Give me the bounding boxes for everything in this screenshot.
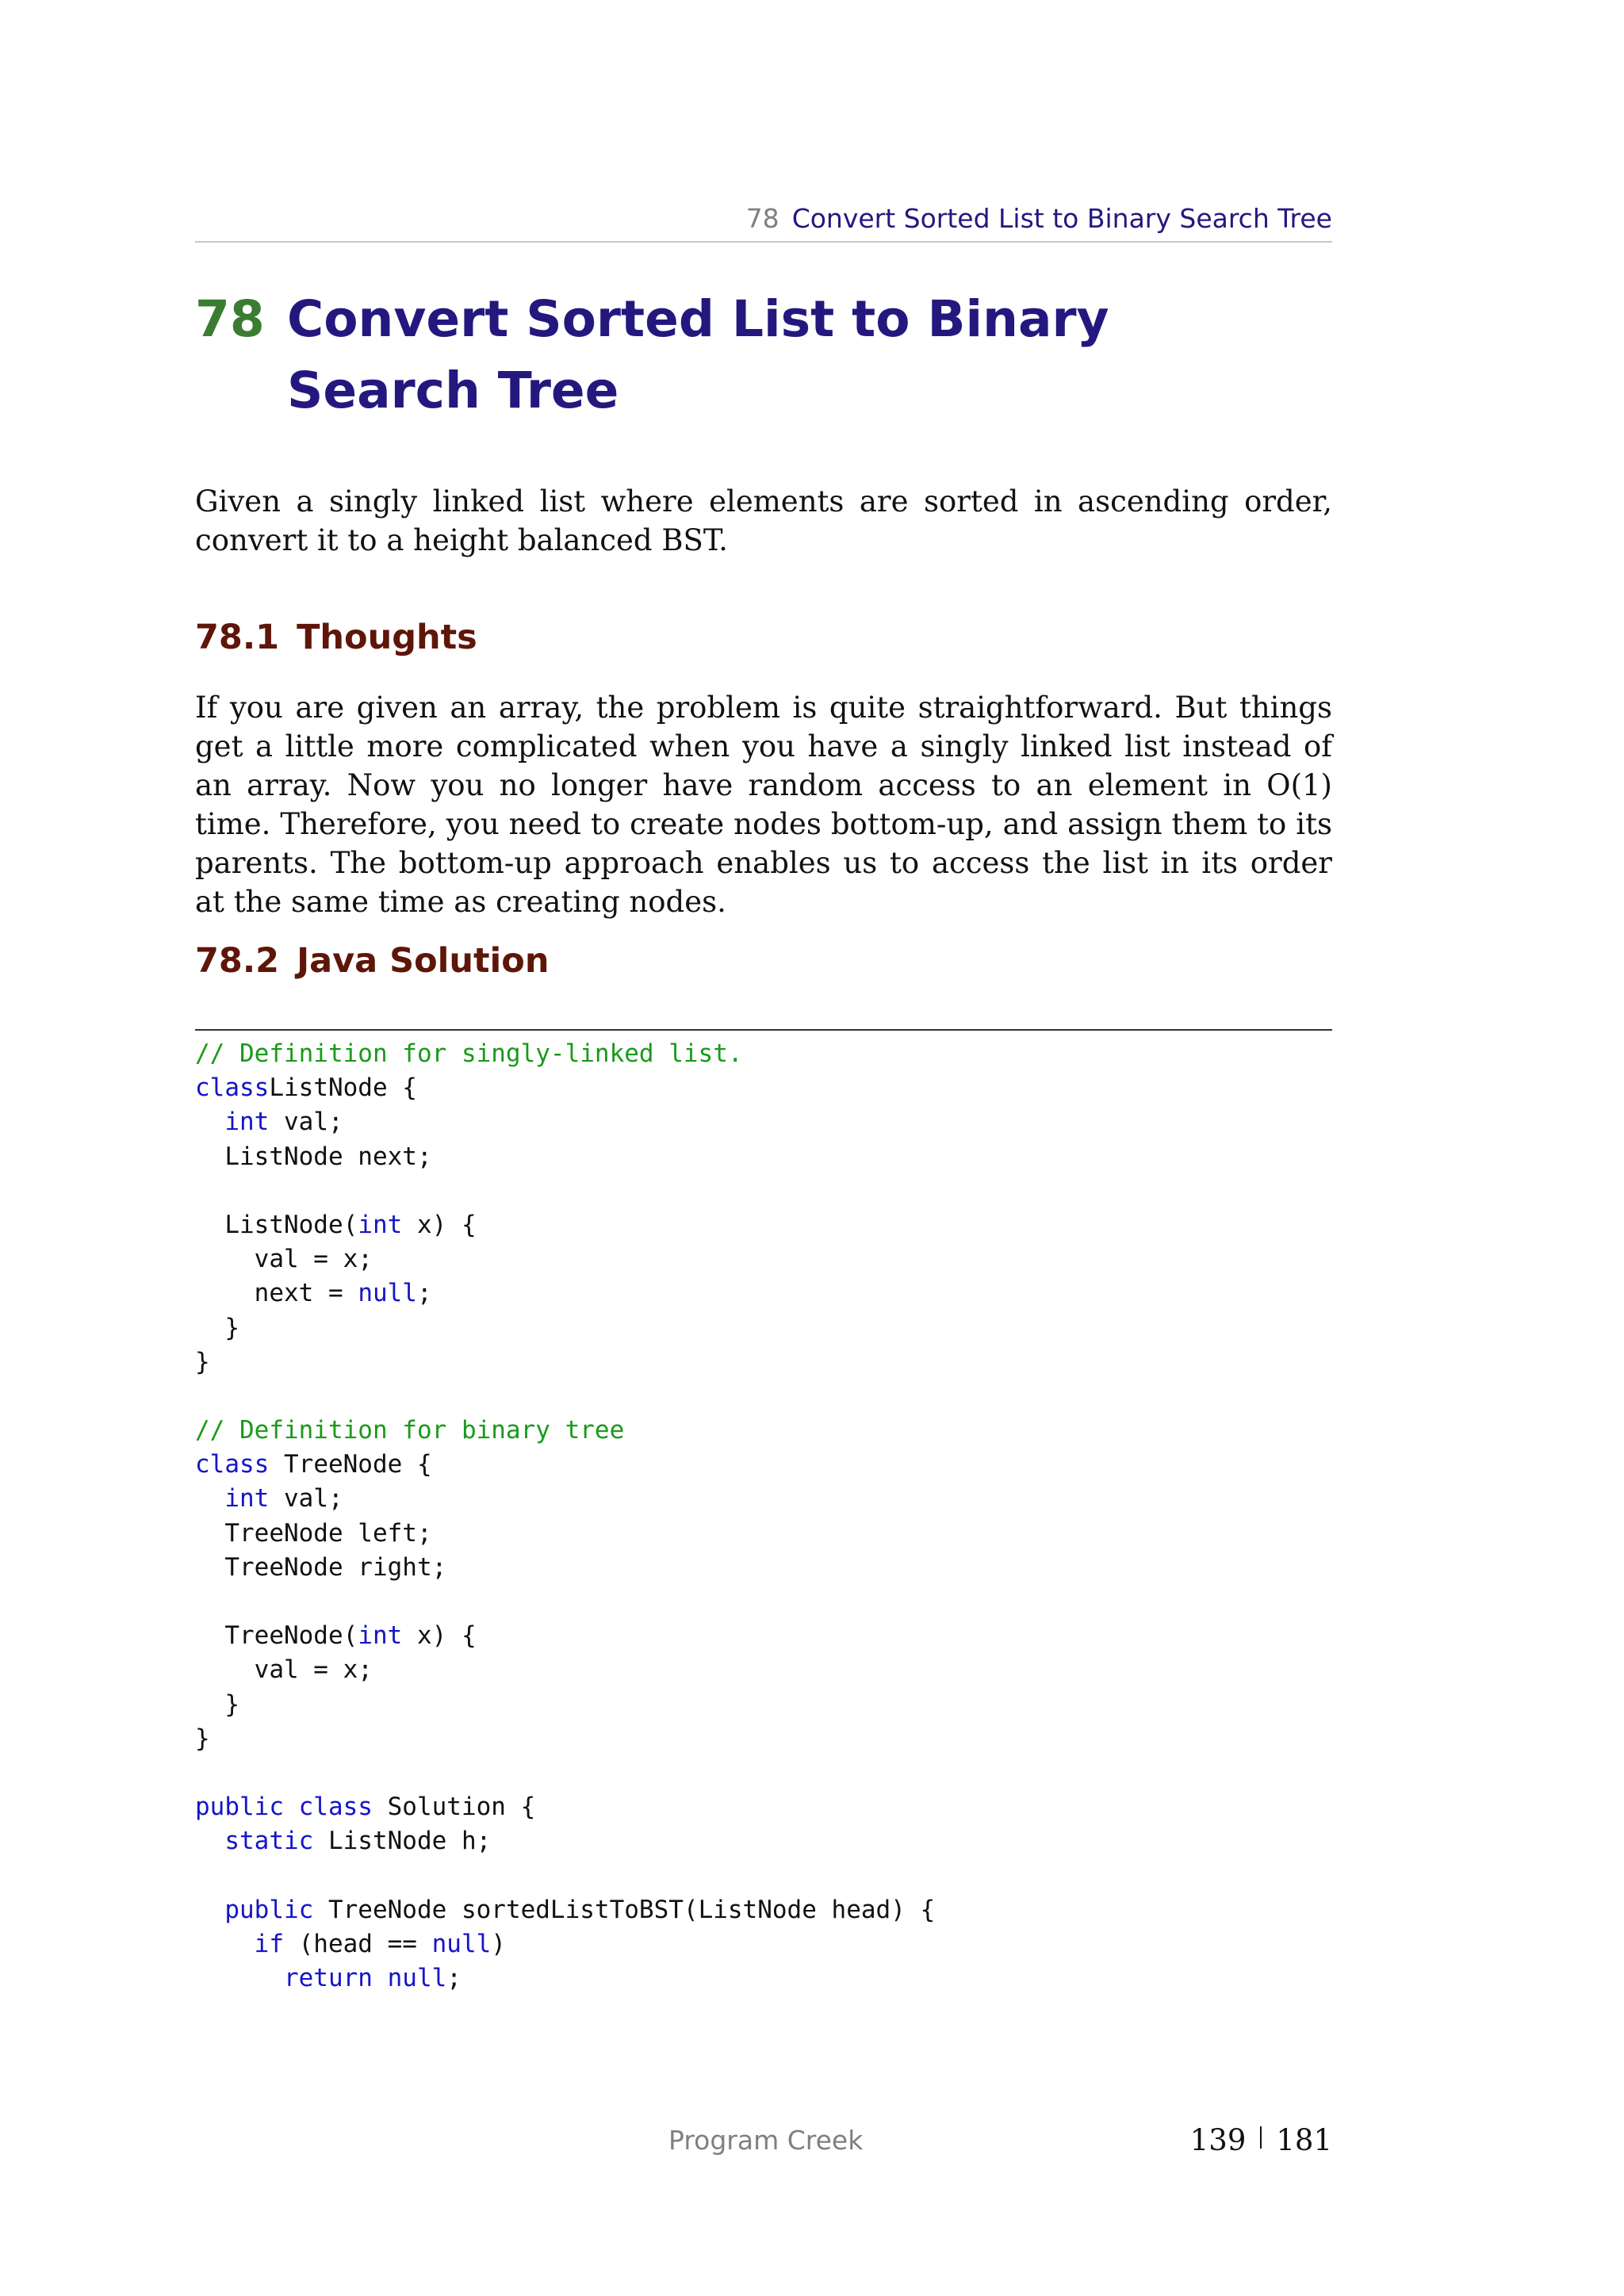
code-line [195, 1276, 935, 1311]
code-text: ; [446, 1964, 462, 1993]
chapter-heading [195, 284, 1332, 427]
thoughts-paragraph: If you are given an array, the problem is quite straightforward. But things get a little more complicated when you have a singly linked list instead of an array. Now you no longer have random access to an element in O(1) time. Therefore, you need to create nodes bottom-up, and assign them to its parents. The bottom-up approach enables us to access the list in its order at the same time as creating nodes. [195, 691, 1332, 919]
code-text: (head == [283, 1929, 432, 1958]
code-text [195, 1896, 224, 1924]
header-divider [195, 241, 1332, 243]
code-text: } [195, 1689, 239, 1719]
code-text: ) [491, 1929, 506, 1958]
code-text: TreeNode( [195, 1621, 358, 1651]
code-text [195, 1930, 255, 1958]
code-comment: // Definition for singly-linked list. [195, 1039, 743, 1068]
code-text: x) { [402, 1210, 477, 1239]
code-line [195, 1037, 935, 1071]
code-text: } [195, 1313, 239, 1342]
code-text: x) { [402, 1621, 477, 1651]
code-line [195, 1961, 935, 1996]
code-line [195, 1790, 935, 1824]
code-line [195, 1619, 935, 1653]
code-line [195, 1756, 935, 1790]
code-line [195, 1345, 935, 1380]
code-keyword: null [358, 1279, 417, 1308]
code-line [195, 1688, 935, 1722]
code-line [195, 1071, 935, 1105]
code-comment: // Definition for binary tree [195, 1416, 625, 1445]
section-number: 78.1 [195, 618, 280, 657]
code-line [195, 1105, 935, 1139]
footer-source: Program Creek [668, 2125, 864, 2156]
page-separator [1260, 2126, 1262, 2149]
code-keyword: return null [283, 1964, 447, 1993]
running-header [195, 203, 1332, 235]
code-keyword: int [358, 1210, 403, 1239]
code-text: ListNode h; [313, 1827, 492, 1856]
section-title: Thoughts [297, 618, 477, 657]
code-top-rule [195, 1029, 1332, 1031]
code-text: } [195, 1347, 210, 1376]
code-line [195, 1722, 935, 1756]
code-text: val; [269, 1484, 343, 1513]
code-keyword: null [431, 1929, 492, 1958]
code-text: } [195, 1724, 210, 1753]
code-listing [195, 1037, 935, 1996]
chapter-number: 78 [195, 290, 265, 348]
current-page: 139 [1189, 2123, 1247, 2157]
code-text: next = [195, 1279, 358, 1308]
code-text: val = x; [195, 1655, 373, 1685]
code-line [195, 1551, 935, 1585]
running-header-number: 78 [745, 203, 779, 234]
code-text: ListNode next; [195, 1142, 432, 1171]
code-keyword: int [224, 1108, 270, 1137]
section-heading-java-solution [195, 941, 549, 981]
code-line [195, 1585, 935, 1619]
intro-paragraph: Given a singly linked list where elements are sorted in ascending order, convert it to a height balanced BST. [195, 484, 1332, 557]
code-line [195, 1242, 935, 1276]
section-heading-thoughts [195, 618, 477, 657]
code-keyword: public [224, 1895, 314, 1924]
code-line [195, 1517, 935, 1551]
code-line [195, 1859, 935, 1893]
code-line [195, 1311, 935, 1345]
code-keyword: int [358, 1621, 403, 1651]
code-text: Solution { [372, 1793, 536, 1822]
running-header-title: Convert Sorted List to Binary Search Tree [791, 203, 1332, 234]
code-text [195, 1964, 284, 1992]
section-title: Java Solution [297, 941, 550, 981]
code-keyword: public class [195, 1793, 373, 1822]
code-text [195, 1827, 224, 1855]
code-line [195, 1208, 935, 1242]
code-line [195, 1653, 935, 1687]
code-keyword: if [254, 1929, 284, 1958]
code-text: ListNode { [269, 1073, 417, 1103]
code-text: ; [416, 1279, 432, 1308]
code-text: val = x; [195, 1245, 373, 1274]
total-pages: 181 [1276, 2123, 1332, 2157]
code-line [195, 1140, 935, 1174]
code-line [195, 1380, 935, 1414]
code-line [195, 1893, 935, 1927]
code-line [195, 1927, 935, 1961]
code-text: TreeNode { [269, 1450, 432, 1479]
code-keyword: class [195, 1450, 270, 1479]
code-line [195, 1414, 935, 1448]
page-number [1190, 2123, 1332, 2157]
code-keyword: class [195, 1073, 270, 1103]
code-text: val; [269, 1108, 343, 1137]
code-text [195, 1108, 224, 1136]
code-text: TreeNode right; [195, 1552, 447, 1582]
code-line [195, 1482, 935, 1516]
code-text: TreeNode sortedListToBST(ListNode head) { [313, 1895, 936, 1924]
chapter-title: Convert Sorted List to Binary Search Tree [287, 290, 1109, 419]
code-line [195, 1174, 935, 1208]
section-number: 78.2 [195, 941, 280, 981]
code-text: TreeNode left; [195, 1518, 432, 1548]
code-line [195, 1448, 935, 1482]
code-keyword: static [224, 1827, 314, 1856]
code-line [195, 1824, 935, 1858]
code-keyword: int [224, 1484, 270, 1513]
code-text: ListNode( [195, 1210, 358, 1239]
code-text [195, 1484, 224, 1513]
